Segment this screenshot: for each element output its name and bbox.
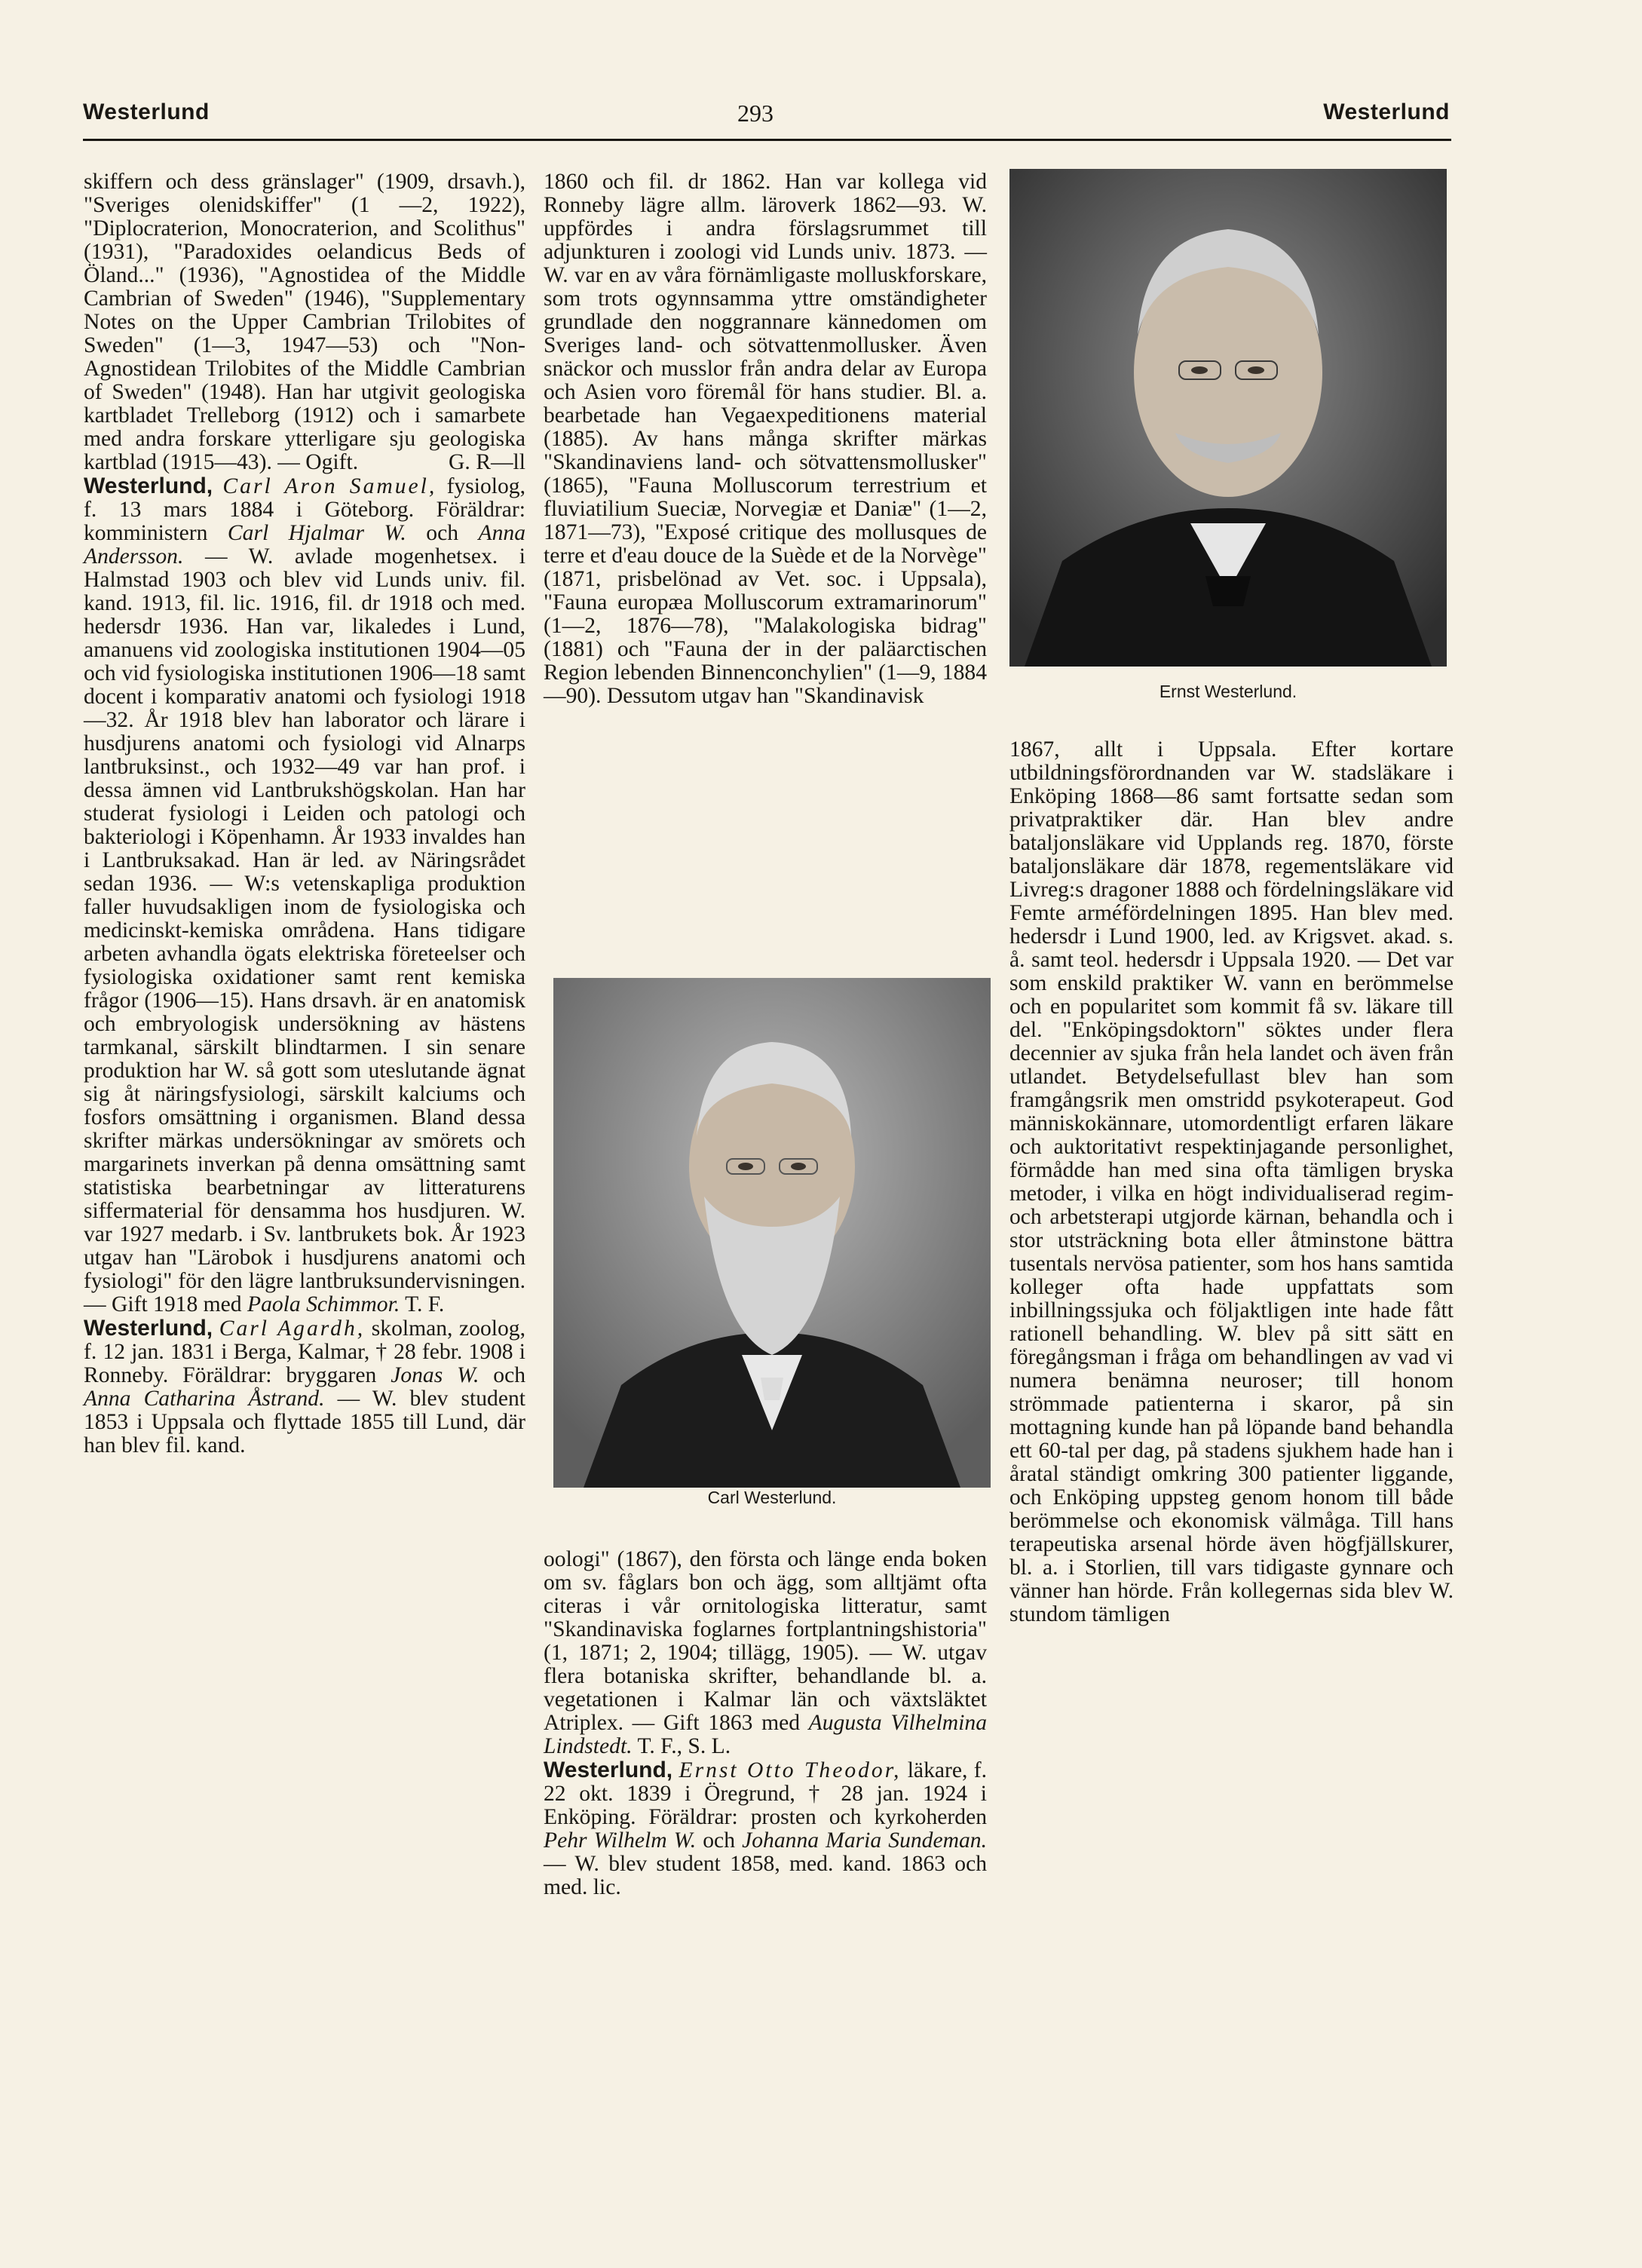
portrait-image [553, 978, 991, 1488]
conjunction: och [696, 1828, 743, 1853]
entry-heading: Westerlund, [84, 474, 213, 498]
portrait-carl-westerlund [553, 978, 991, 1488]
page-number: 293 [737, 100, 774, 127]
portrait-ernst-westerlund [1009, 169, 1447, 667]
author-signature: G. R—ll [449, 450, 525, 474]
parent-name: Johanna Maria Sundeman. [742, 1828, 987, 1853]
entry-heading: Westerlund, [84, 1316, 213, 1341]
entry-text: läkare, f. 22 okt. 1839 i Öregrund, † 28 jan. 1924 i Enköping. Föräldrar: prosten och kyrkoherden [544, 1758, 987, 1829]
entry-text: fysiolog, f. 13 mars 1884 i Göteborg. Föräldrar: komministern [84, 474, 525, 545]
figure-caption-carl: Carl Westerlund. [707, 1488, 837, 1507]
conjunction: och [479, 1363, 525, 1387]
running-head-left: Westerlund [83, 100, 210, 124]
parent-name: Anna Catharina Åstrand. [84, 1387, 325, 1411]
parent-name: Carl Hjalmar W. [227, 521, 406, 545]
entry-given-name: Carl Aron Samuel, [222, 474, 437, 498]
author-signature: T. F., S. L. [632, 1734, 731, 1758]
paragraph-text: oologi" (1867), den första och länge enda boken om sv. fåglars bon och ägg, som alltjämt ofta citeras i vår ornitologiska litteratur, samt "Skandinaviska foglarnes fortplantningshistoria" (1, 1871; 2, 1904; tillägg, 1905). — W. utgav flera botaniska skrifter, behandlande bl. a. vegetationen i Kalmar län och växtsläktet Atriplex. — Gift 1863 med [544, 1547, 987, 1735]
entry-heading: Westerlund, [544, 1758, 673, 1782]
figure-caption-ernst: Ernst Westerlund. [1159, 682, 1297, 701]
column-right [1009, 738, 1454, 1626]
paragraph-text: 1860 och fil. dr 1862. Han var kollega vid Ronneby lägre allm. läroverk 1862—93. W. uppfördes i andra förslagsrummet till adjunkturen i zoologi vid Lunds univ. 1873. — W. var en av våra förnämligaste molluskforskare, som trots ogynnsamma yttre omständigheter grundlade den noggrannare kännedomen om Sveriges land- och sötvattenmollusker. Även snäckor och musslor från andra delar av Europa och Asien voro föremål för hans studier. Bl. a. bearbetade han Vegaexpeditionens material (1885). Av hans många skrifter märkas "Skandinaviens land- och sötvattensmollusker" (1865), "Fauna Molluscorum terrestrium et fluviatilium Sueciæ, Norvegiæ et Daniæ" (1—2, 1871—73), "Exposé critique des mollusques de terre et d'eau douce de la Suède et de la Norvège" (1871, prisbelönad av Vet. soc. i Uppsala), "Fauna europæa Molluscorum extramarinorum" (1—2, 1876—78), "Malakologiska bidrag" (1881) och "Fauna der in der paläarctischen Region lebenden Binnenconchylien" (1—9, 1884—90). Dessutom utgav han "Skandinavisk [544, 170, 987, 708]
entry-given-name: Carl Agardh, [219, 1316, 366, 1341]
parent-name: Anna Andersson. [84, 521, 526, 569]
entry-text: — W. blev student 1853 i Uppsala och flyttade 1855 till Lund, där han blev fil. kand. [84, 1387, 525, 1457]
entry-carl-aron-samuel [84, 474, 525, 1316]
running-head-right: Westerlund [1323, 100, 1450, 124]
column-left [84, 170, 525, 1457]
portrait-image [1009, 169, 1447, 667]
spouse-name: Augusta Vilhelmina Lindstedt. [544, 1711, 987, 1758]
entry-text: — W. avlade mogenhetsex. i Halmstad 1903 och blev vid Lunds univ. fil. kand. 1913, fil. lic. 1916, fil. dr 1918 och med. hedersdr 1936. Han var, likaledes i Lund, amanuens vid zoologiska institutionen 1904—05 och vid fysiologiska institutionen 1906—18 samt docent i komparativ anatomi och fysiologi 1918—32. År 1918 blev han laborator och lärare i husdjurens anatomi och fysiologi vid Alnarps lantbruksinst., och 1932—49 var han prof. i dessa ämnen vid Lantbrukshögskolan. Han har studerat fysiologi i Leiden och patologi och bakteriologi i Köpenhamn. År 1933 invaldes han i Lantbruksakad. Han är led. av Näringsrådet sedan 1936. — W:s vetenskapliga produktion faller huvudsakligen inom de fysiologiska och medicinskt-kemiska områdena. Hans tidigare arbeten avhandla ögats elektriska företeelser och fysiologiska oxidationer samt rent kemiska frågor (1906—15). Hans drsavh. är en anatomisk och embryologisk undersökning av hästens tarmkanal, särskilt blindtarmen. I sin senare produktion har W. så gott som uteslutande ägnat sig åt näringsfysiologi, särskilt kalciums och fosfors omsättning i organismen. Bland dessa skrifter märkas undersökningar av smörets och margarinets inverkan på denna omsättning samt statistiska bearbetningar av litteraturens siffermaterial för densamma hos husdjuren. W. var 1927 medarb. i Sv. lantbrukets bok. År 1923 utgav han "Lärobok i husdjurens anatomi och fysiologi" för den lägre lantbruksundervisningen. — Gift 1918 med [84, 544, 525, 1316]
conjunction: och [406, 521, 479, 545]
entry-given-name: Ernst Otto Theodor, [679, 1758, 902, 1782]
paragraph-text: skiffern och dess gränslager" (1909, drsavh.), "Sveriges olenidskiffer" (1 —2, 1922), "Diplocraterion, Monocraterion, and Scolithus" (1931), "Paradoxides oelandicus Beds of Öland..." (1936), "Agnostidea of the Middle Cambrian of Sweden" (1946), "Supplementary Notes on the Upper Cambrian Trilobites of Sweden" (1—3, 1947—53) och "Non-Agnostidean Trilobites of the Middle Cambrian of Sweden" (1948). Han har utgivit geologiska kartbladet Trelleborg (1912) och i samarbete med andra forskare ytterligare sju geologiska kartblad (1915—43). — Ogift. [84, 170, 525, 474]
column-middle-bottom [544, 1548, 987, 1899]
parent-name: Pehr Wilhelm W. [544, 1828, 697, 1853]
author-signature: T. F. [400, 1292, 445, 1316]
entry-text: skolman, zoolog, f. 12 jan. 1831 i Berga, Kalmar, † 28 febr. 1908 i Ronneby. Föräldrar: bryggaren [84, 1316, 525, 1387]
entry-ernst-otto-theodor [544, 1758, 987, 1899]
paragraph-continuation [84, 170, 525, 474]
paragraph-text: 1867, allt i Uppsala. Efter kortare utbildningsförordnanden var W. stadsläkare i Enköping 1868—86 samt fortsatte sedan som privatpraktiker där. Han blev andre bataljonsläkare vid Upplands reg. 1870, förste bataljonsläkare där 1878, regementsläkare vid Livreg:s dragoner 1888 och fördelningsläkare vid Femte arméfördelningen 1895. Han blev med. hedersdr i Lund 1900, led. av Krigsvet. akad. s. å. samt teol. hedersdr i Uppsala 1920. — Det var som enskild praktiker W. vann en berömmelse och en popularitet som kommit få sv. läkare till del. "Enköpingsdoktorn" söktes under flera decennier av sjuka från hela landet och även från utlandet. Betydelsefullast blev han som framgångsrik men omstridd psykoterapeut. God människokännare, utomordentligt erfaren läkare och auktoritativt respektinjagande personlighet, förmådde han med sina ofta tämligen bryska metoder, i vilka en högt individualiserad regim- och arbetsterapi utgjorde kärnan, behandla och i stor utsträckning bota eller åtminstone bättra tusentals nervösa patienter, som hos hans samtida kolleger ofta hade uppfattats som inbillningssjuka och följaktligen inte hade fått rationell behandling. W. blev på sitt sätt en föregångsman i fråga om behandlingen av vad vi numera benämna neuroser; till honom strömmade patienterna i skaror, på sin mottagning kunde han på löpande band behandla ett 60-tal per dag, på stadens sjukhem hade han i åratal ständigt omkring 300 patienter liggande, och Enköping uppsteg genom honom till både berömmelse och ekonomisk välmåga. Till hans terapeutiska arsenal hörde även högfjällskurer, bl. a. i Storlien, till vars tidigaste gynnare och vänner han hörde. Från kollegernas sida blev W. stundom tämligen [1009, 737, 1454, 1626]
column-middle-top [544, 170, 987, 708]
parent-name: Jonas W. [391, 1363, 479, 1387]
entry-text: — W. blev student 1858, med. kand. 1863 och med. lic. [544, 1852, 987, 1899]
header-rule [83, 139, 1451, 141]
spouse-name: Paola Schimmor. [247, 1292, 400, 1316]
paragraph-continuation [544, 1548, 987, 1758]
entry-carl-agardh [84, 1316, 525, 1457]
